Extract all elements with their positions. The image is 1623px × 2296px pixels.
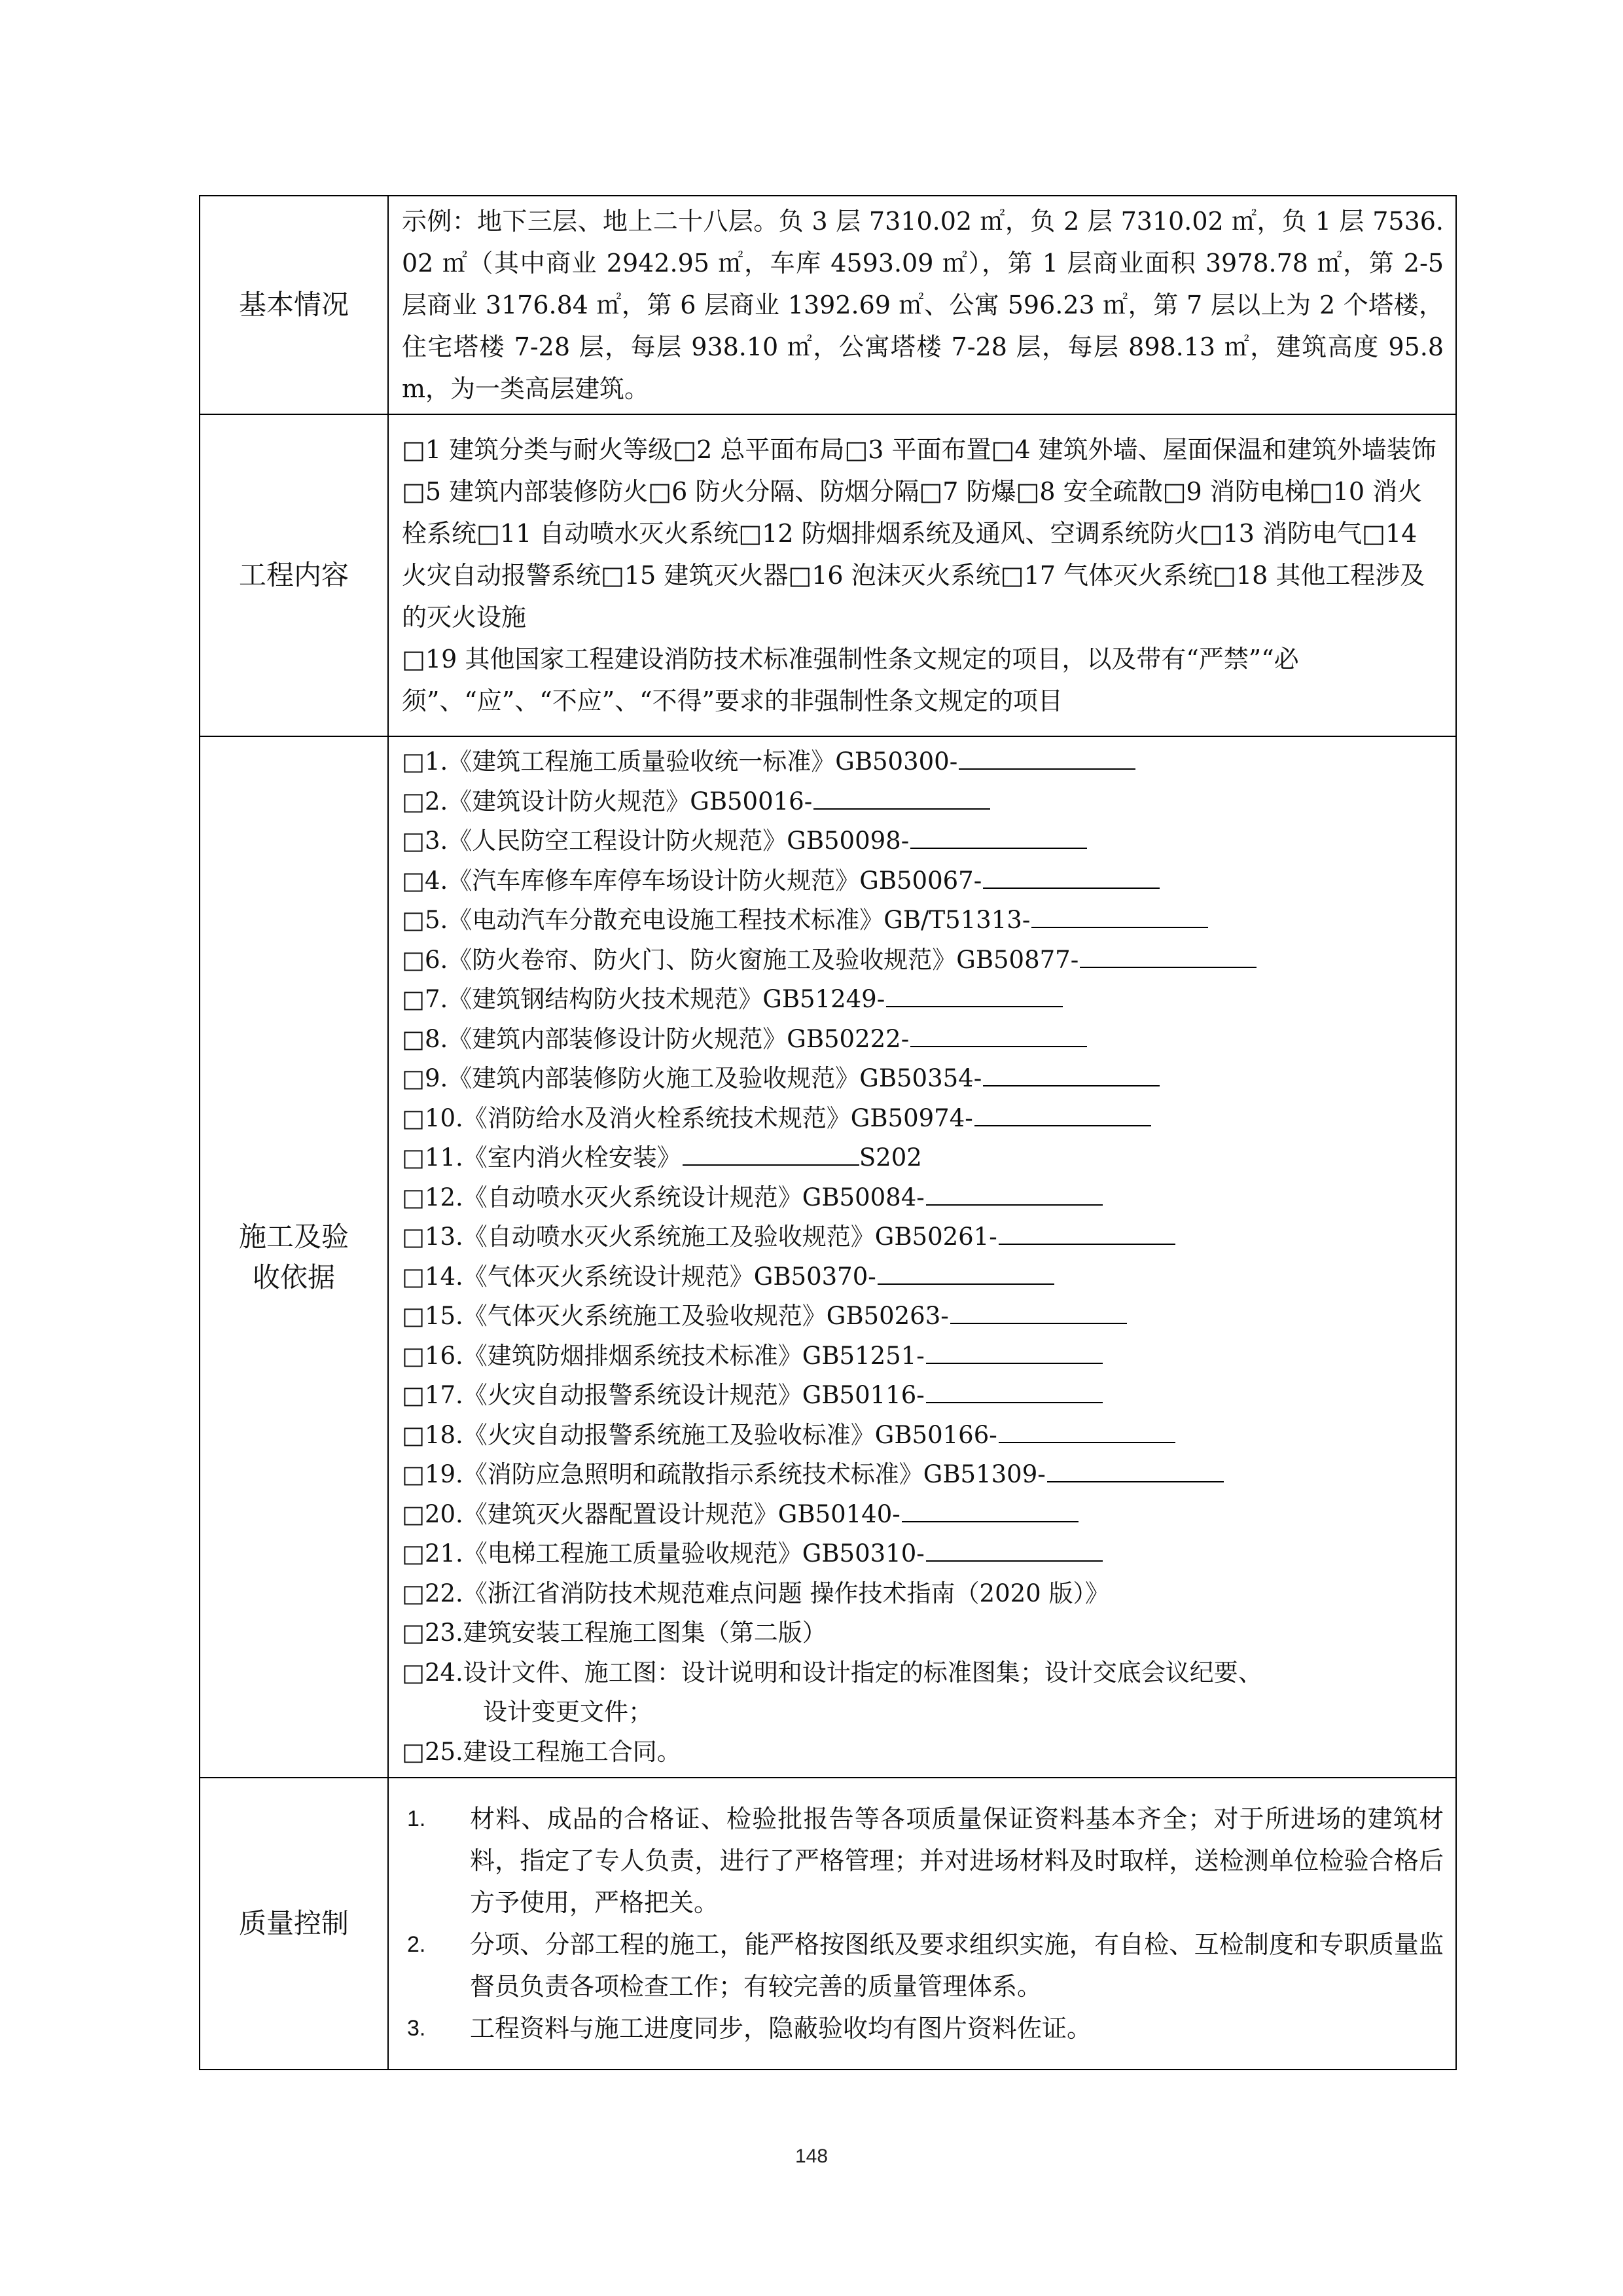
fill-in-blank[interactable] [683,1140,859,1166]
basis-item-text: □1.《建筑工程施工质量验收统一标准》GB50300- [402,747,958,776]
fill-in-blank[interactable] [926,1378,1103,1403]
label-scope: 工程内容 [200,414,388,736]
list-number: 2. [407,1932,426,1957]
list-item [402,1798,1444,1924]
fill-in-blank[interactable] [910,1022,1087,1047]
list-item [402,1924,1444,2007]
basis-item [402,1455,1444,1495]
basis-item-text: □19.《消防应急照明和疏散指示系统技术标准》GB51309- [402,1460,1046,1488]
basis-item [402,980,1444,1020]
label-basic-info: 基本情况 [200,196,388,414]
list-number: 1. [407,1806,426,1831]
basis-item-text: □2.《建筑设计防火规范》GB50016- [402,787,813,816]
page-number: 148 [794,2145,829,2167]
basic-info-text: 示例：地下三层、地上二十八层。负 3 层 7310.02 ㎡，负 2 层 7310.02 ㎡，负 1 层 7536.02 ㎡（其中商业 2942.95 ㎡，车库 4593.09 ㎡），第 1 层商业面积 3978.78 ㎡，第 2-5 层商业 3176.84 ㎡，第 6 层商业 1392.69 ㎡、公寓 596.23 ㎡，第 7 层以上为 2 个塔楼，住宅塔楼 7-28 层，每层 938.10 ㎡，公寓塔楼 7-28 层，每层 898.13 ㎡，建筑高度 95.8m，为一类高层建筑。 [388,196,1456,414]
row-basis [200,736,1456,1778]
basis-item [402,821,1444,861]
basis-item-text: □20.《建筑灭火器配置设计规范》GB50140- [402,1499,901,1528]
label-quality-control: 质量控制 [200,1778,388,2070]
fill-in-blank[interactable] [813,784,990,810]
basis-item-code: S202 [859,1143,922,1172]
fill-in-blank[interactable] [1031,903,1208,928]
basis-item-text: □4.《汽车库修车库停车场设计防火规范》GB50067- [402,866,982,895]
basis-item-text: □9.《建筑内部装修防火施工及验收规范》GB50354- [402,1064,982,1092]
basis-item: □24.设计文件、施工图：设计说明和设计指定的标准图集；设计交底会议纪要、 [402,1658,1262,1687]
basis-item-text: □12.《自动喷水灭火系统设计规范》GB50084- [402,1183,925,1211]
basis-item [402,742,1444,782]
row-quality-control [200,1778,1456,2070]
basis-item-text: □17.《火灾自动报警系统设计规范》GB50116- [402,1381,925,1409]
basis-item [402,1020,1444,1060]
basis-item [402,1178,1444,1218]
basis-item [402,1217,1444,1257]
basis-item [402,1416,1444,1456]
fill-in-blank[interactable] [999,1418,1175,1443]
basis-item-text: □8.《建筑内部装修设计防火规范》GB50222- [402,1024,910,1053]
fill-in-blank[interactable] [983,1061,1160,1086]
fill-in-blank[interactable] [999,1219,1175,1245]
basis-item [402,1257,1444,1297]
basis-item [402,1099,1444,1139]
basis-item [402,861,1444,901]
basis-item [402,1376,1444,1416]
fill-in-blank[interactable] [1080,942,1257,968]
basis-item [402,1336,1444,1376]
label-basis [200,736,388,1778]
basis-item-text: □5.《电动汽车分散充电设施工程技术标准》GB/T51313- [402,906,1031,934]
fill-in-blank[interactable] [926,1180,1103,1206]
fill-in-blank[interactable] [974,1101,1151,1126]
basis-item: □23.建筑安装工程施工图集（第二版） [402,1619,827,1647]
fill-in-blank[interactable] [926,1536,1103,1562]
basis-item-text: □16.《建筑防烟排烟系统技术标准》GB51251- [402,1341,925,1370]
basis-item-text: □14.《气体灭火系统设计规范》GB50370- [402,1262,876,1291]
list-number: 3. [407,2016,426,2041]
basis-item [402,941,1444,980]
basis-item-text: □11.《室内消火栓安装》 [402,1143,681,1172]
fill-in-blank[interactable] [1047,1457,1224,1482]
basis-item-text: □15.《气体灭火系统施工及验收规范》GB50263- [402,1302,949,1330]
quality-control-list [402,1798,1444,2049]
basis-item [402,782,1444,822]
basis-item [402,1495,1444,1535]
scope-text: □1 建筑分类与耐火等级□2 总平面布局□3 平面布置□4 建筑外墙、屋面保温和建筑外墙装饰□5 建筑内部装修防火□6 防火分隔、防烟分隔□7 防爆□8 安全疏散□9 消防电梯□10 消火栓系统□11 自动喷水灭火系统□12 防烟排烟系统及通风、空调系统防火□13 消防电气□14 火灾自动报警系统□15 建筑灭火器□16 泡沫灭火系统□17 气体灭火系统□18 其他工程涉及的灭火设施 [402,435,1436,632]
basis-item-text: □10.《消防给水及消火栓系统技术规范》GB50974- [402,1103,973,1132]
list-text: 分项、分部工程的施工，能严格按图纸及要求组织实施，有自检、互检制度和专职质量监督员负责各项检查工作；有较完善的质量管理体系。 [470,1930,1444,2001]
fill-in-blank[interactable] [959,744,1135,770]
basis-item-text: □18.《火灾自动报警系统施工及验收标准》GB50166- [402,1420,997,1449]
basis-item [402,1059,1444,1099]
basis-item [402,901,1444,941]
basis-item-text: □3.《人民防空工程设计防火规范》GB50098- [402,827,910,855]
basis-item-text: □7.《建筑钢结构防火技术规范》GB51249- [402,985,885,1013]
list-item [402,2007,1444,2049]
scope-text-19: □19 其他国家工程建设消防技术标准强制性条文规定的项目，以及带有“严禁”“必须”、“应”、“不应”、“不得”要求的非强制性条文规定的项目 [402,645,1299,715]
label-basis-line1: 施工及验 [238,1220,349,1253]
fill-in-blank[interactable] [983,863,1160,889]
basis-item [402,1138,1444,1178]
document-table [199,195,1457,2070]
fill-in-blank[interactable] [878,1259,1054,1285]
fill-in-blank[interactable] [886,982,1063,1007]
basis-list [388,736,1456,1778]
fill-in-blank[interactable] [950,1299,1127,1324]
fill-in-blank[interactable] [902,1497,1079,1522]
row-basic-info [200,196,1456,414]
row-scope [200,414,1456,736]
basis-item-text: □6.《防火卷帘、防火门、防火窗施工及验收规范》GB50877- [402,945,1079,974]
basis-item [402,1534,1444,1574]
basis-item [402,1297,1444,1336]
basis-item-continuation: 设计变更文件； [483,1698,652,1726]
basis-item: □22.《浙江省消防技术规范难点问题 操作技术指南（2020 版）》 [402,1579,1109,1607]
quality-control-cell [388,1778,1456,2070]
basis-item-text: □21.《电梯工程施工质量验收规范》GB50310- [402,1539,925,1568]
scope-cell [388,414,1456,736]
basis-item-text: □13.《自动喷水灭火系统施工及验收规范》GB50261- [402,1223,997,1251]
list-text: 工程资料与施工进度同步，隐蔽验收均有图片资料佐证。 [470,2014,1092,2043]
fill-in-blank[interactable] [910,823,1087,849]
fill-in-blank[interactable] [926,1338,1103,1364]
label-basis-line2: 收依据 [252,1261,335,1293]
list-text: 材料、成品的合格证、检验批报告等各项质量保证资料基本齐全；对于所进场的建筑材料，指定了专人负责，进行了严格管理；并对进场材料及时取样，送检测单位检验合格后方予使用，严格把关。 [470,1804,1444,1917]
basis-item: □25.建设工程施工合同。 [402,1737,681,1766]
